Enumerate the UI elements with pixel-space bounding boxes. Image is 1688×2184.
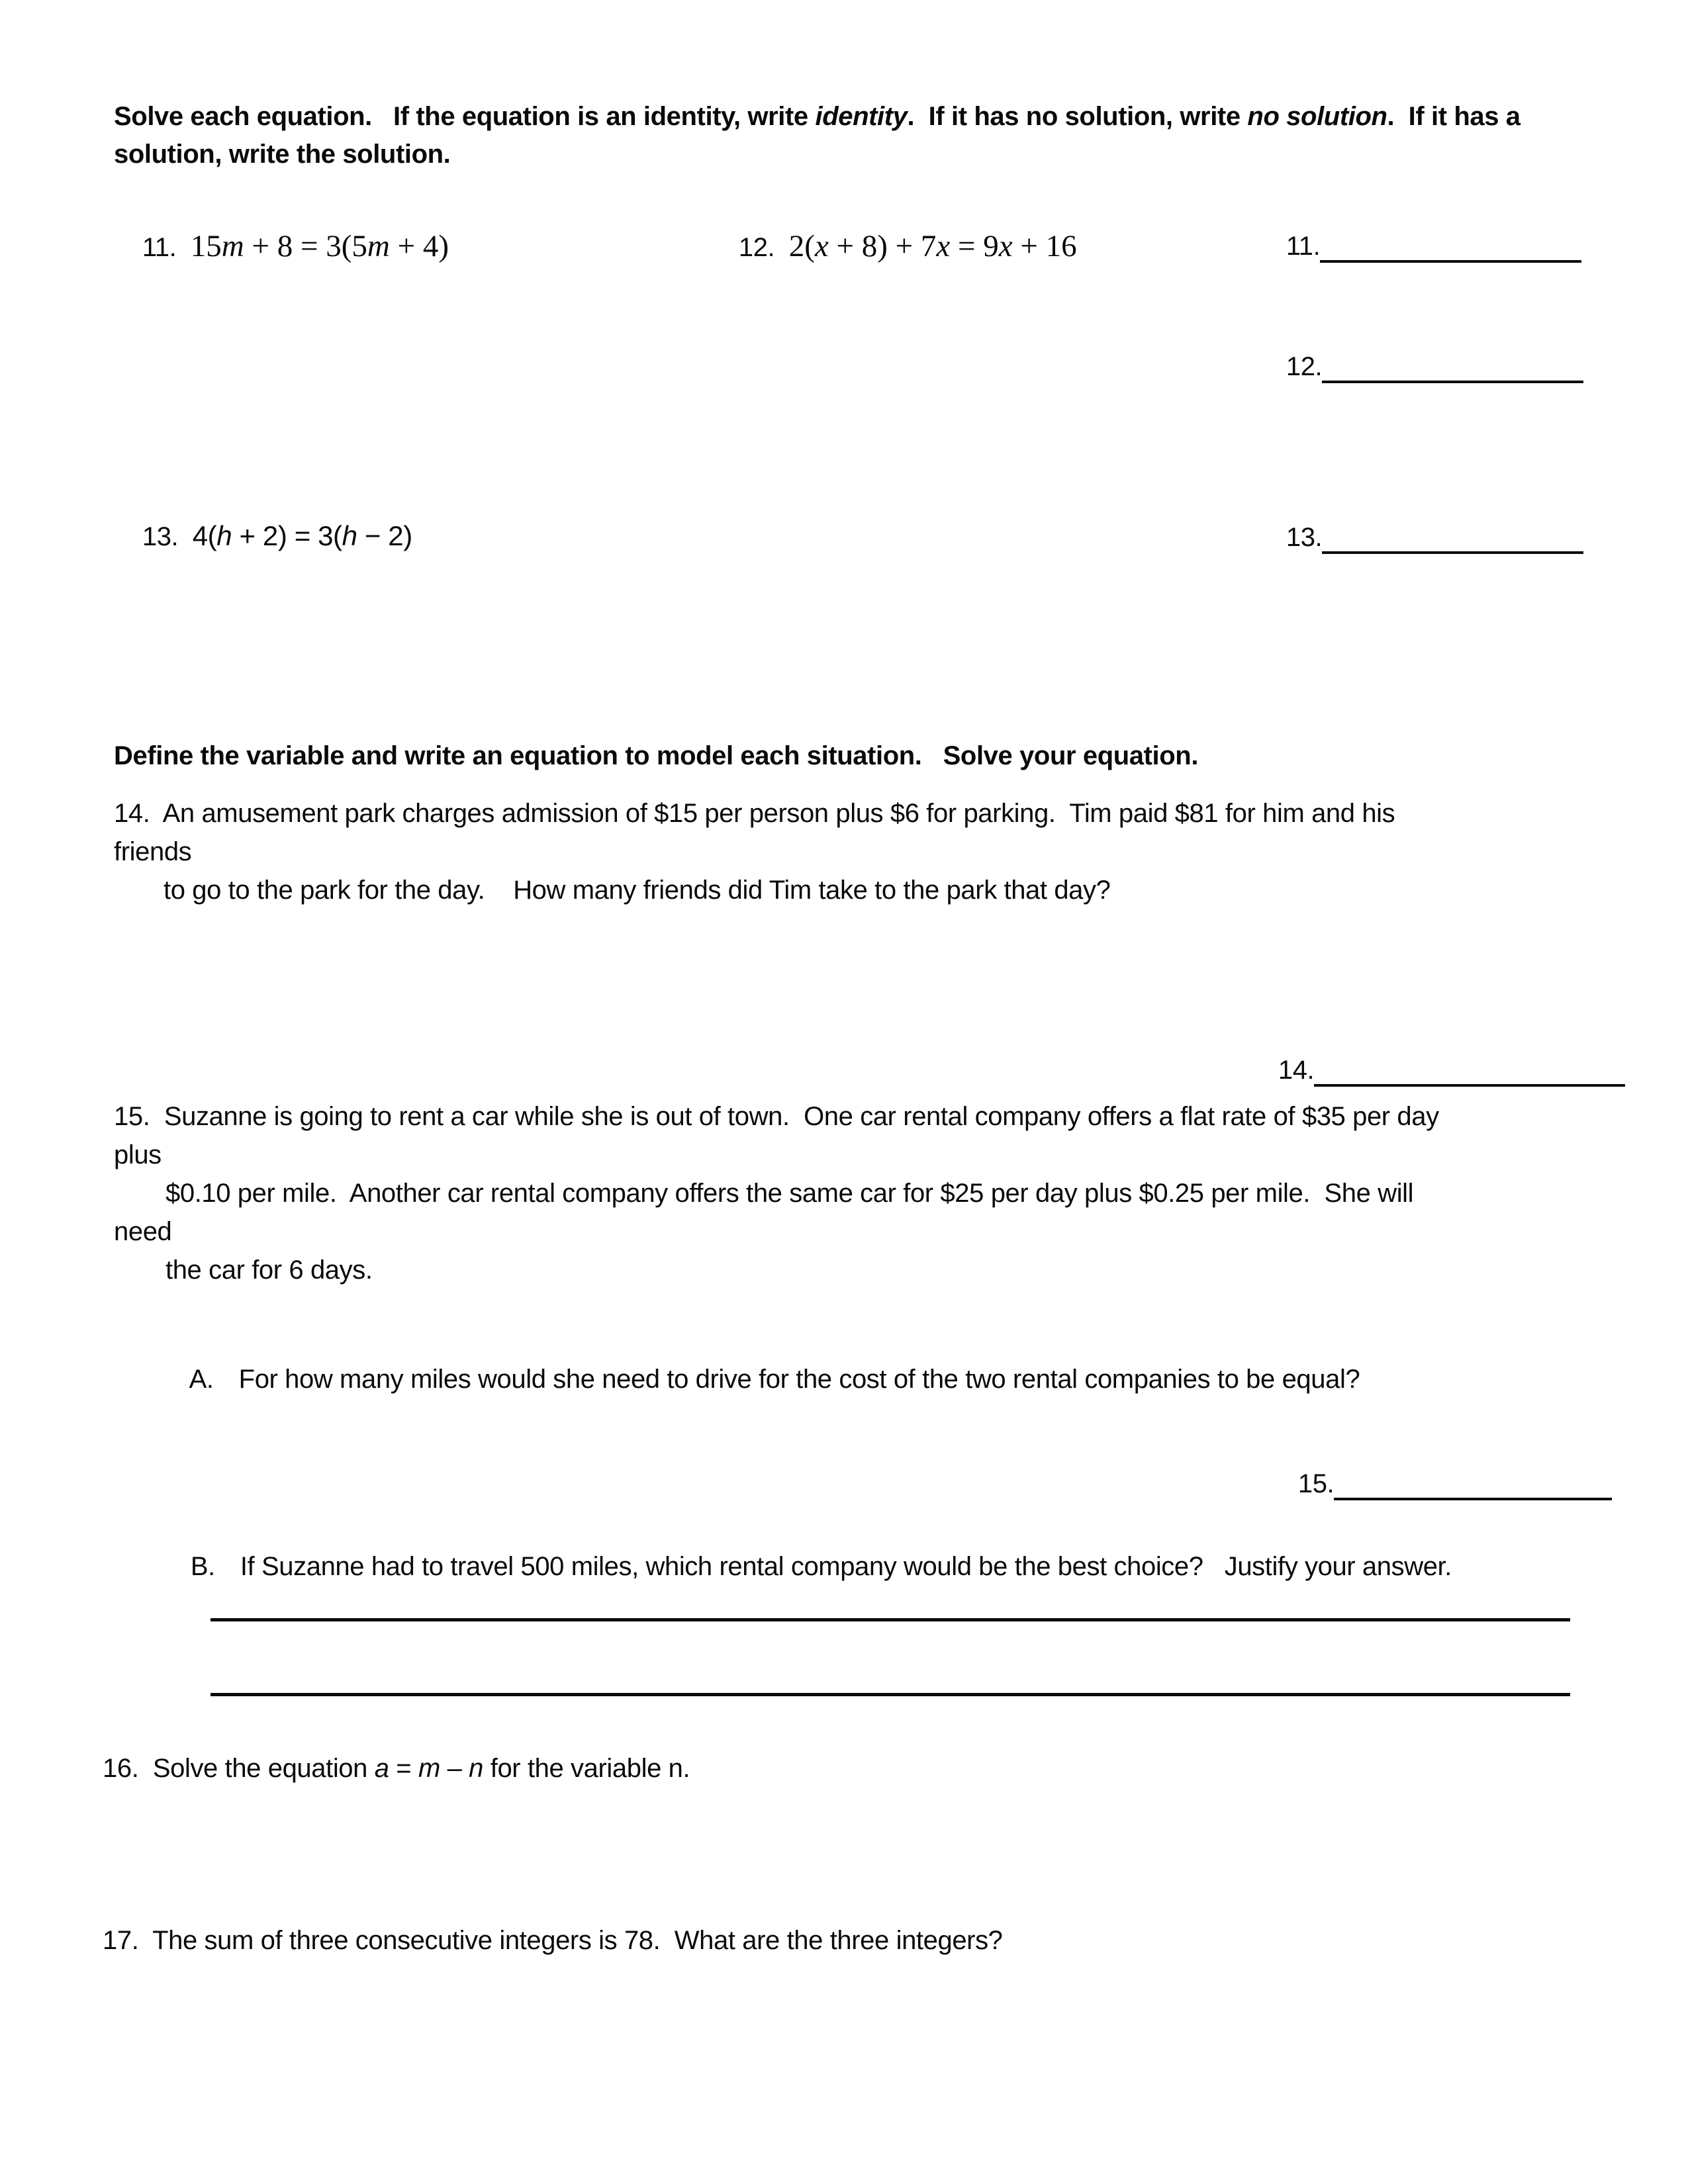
problem-15-line3: $0.10 per mile. Another car rental company offers the same car for $25 per day plus $0.25 per mile. She will	[165, 1179, 1414, 1208]
answer-blank-14	[1314, 1058, 1625, 1087]
problem-13	[114, 488, 412, 584]
problem-12	[710, 196, 1077, 296]
part-a-label: A.	[189, 1365, 214, 1394]
answer-blank-15	[1334, 1471, 1612, 1500]
problem-15-line2: plus	[114, 1140, 162, 1169]
problem-16: 16. Solve the equation a = m – n for the variable n.	[103, 1754, 690, 1783]
problem-13-number: 13.	[142, 522, 193, 551]
problem-15-part-b	[162, 1519, 1452, 1614]
answer-blank-11	[1320, 234, 1581, 263]
problem-15-line5: the car for 6 days.	[165, 1255, 373, 1285]
answer-blank-13	[1322, 525, 1583, 554]
answer-label-14: 14.	[1278, 1056, 1315, 1085]
problem-14-line3: to go to the park for the day. How many friends did Tim take to the park that day?	[164, 876, 1111, 905]
answer-label-15: 15.	[1297, 1469, 1335, 1498]
problem-11	[114, 196, 449, 296]
problem-17: 17. The sum of three consecutive integers is 78. What are the three integers?	[103, 1926, 1003, 1955]
answer-row-13	[1258, 490, 1583, 586]
problem-12-number: 12.	[738, 233, 789, 262]
answer-row-11	[1258, 199, 1581, 295]
problem-14-line2: friends	[114, 837, 192, 866]
problem-15-line1: 15. Suzanne is going to rent a car while she is out of town. One car rental company offers a flat rate of $35 per day	[114, 1102, 1439, 1131]
answer-label-13: 13.	[1286, 523, 1323, 552]
answer-blank-12	[1322, 354, 1583, 383]
part-b-label: B.	[190, 1552, 215, 1581]
problem-13-equation: 4(h + 2) = 3(h − 2)	[192, 520, 412, 551]
part-a-text: For how many miles would she need to drive for the cost of the two rental companies to be equal?	[238, 1365, 1360, 1394]
part-b-answer-rule-2	[211, 1693, 1570, 1696]
section2-instructions: Define the variable and write an equation to model each situation. Solve your equation.	[114, 741, 1199, 770]
answer-row-15	[1270, 1436, 1612, 1532]
problem-11-number: 11.	[142, 233, 191, 262]
section1-instructions-line1: Solve each equation. If the equation is an identity, write identity. If it has no solution, write no solution. If it has a	[114, 102, 1521, 131]
problem-15-line4: need	[114, 1217, 172, 1246]
problem-15-part-a	[162, 1332, 1360, 1427]
problem-14-line1: 14. An amusement park charges admission of $15 per person plus $6 for parking. Tim paid $81 for him and his	[114, 799, 1395, 828]
section1-instructions-line2: solution, write the solution.	[114, 140, 451, 169]
problem-12-equation: 2(x + 8) + 7x = 9x + 16	[788, 229, 1077, 263]
problem-11-equation: 15m + 8 = 3(5m + 4)	[190, 229, 449, 263]
part-b-answer-rule-1	[211, 1618, 1570, 1621]
part-b-text: If Suzanne had to travel 500 miles, which rental company would be the best choice? Justify your answer.	[240, 1552, 1452, 1581]
answer-row-12	[1258, 319, 1583, 415]
answer-label-12: 12.	[1286, 352, 1323, 381]
answer-label-11: 11.	[1286, 232, 1321, 261]
